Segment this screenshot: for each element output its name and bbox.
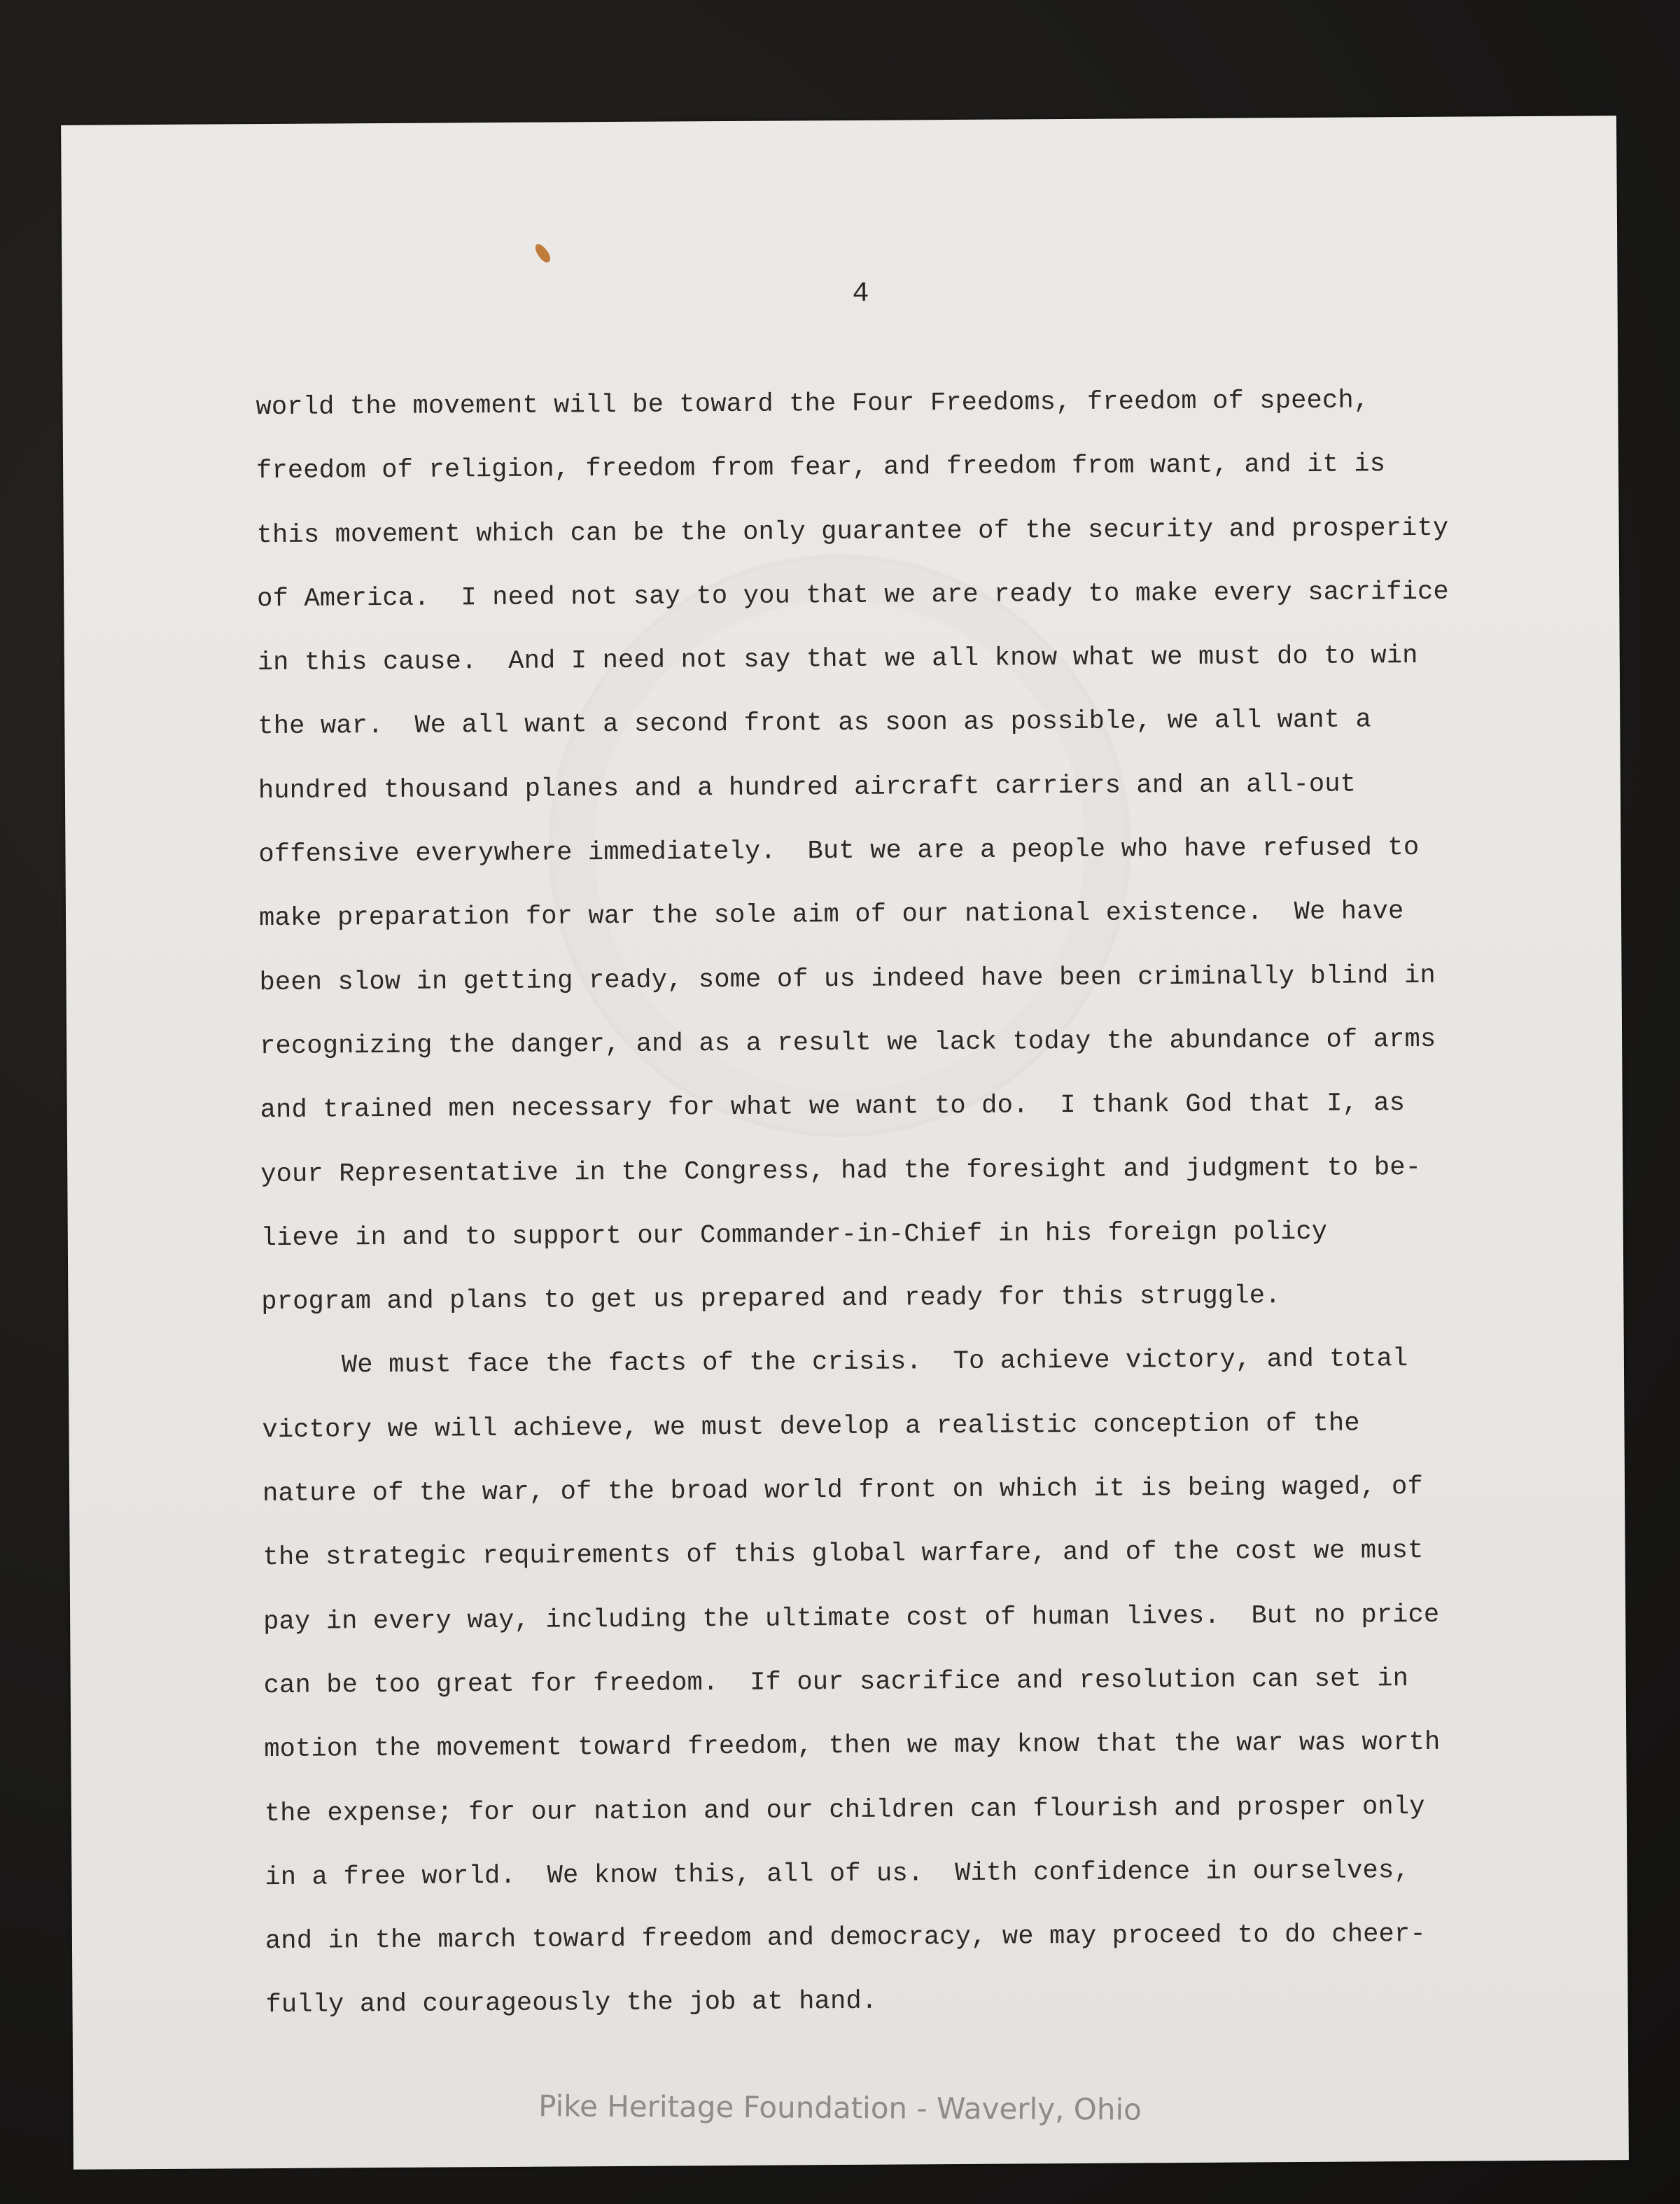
text-line: this movement which can be the only guarantee of the security and prosperity <box>256 513 1449 550</box>
text-line: pay in every way, including the ultimate cost of human lives. But no price <box>263 1600 1440 1637</box>
archive-watermark: Pike Heritage Foundation - Waverly, Ohio <box>538 2088 1142 2127</box>
text-line: fully and courageously the job at hand. <box>265 1987 878 2021</box>
text-line: freedom of religion, freedom from fear, and freedom from want, and it is <box>256 449 1386 487</box>
text-line: program and plans to get us prepared and ready for this struggle. <box>261 1281 1281 1318</box>
text-line: can be too great for freedom. If our sacrifice and resolution can set in <box>263 1664 1409 1701</box>
text-line: make preparation for war the sole aim of our national existence. We have <box>258 897 1404 934</box>
text-line: recognizing the danger, and as a result we lack today the abundance of arms <box>260 1024 1436 1062</box>
text-line: the expense; for our nation and our children can flourish and prosper only <box>264 1792 1425 1829</box>
text-line: and trained men necessary for what we want to do. I thank God that I, as <box>260 1089 1406 1126</box>
text-line: world the movement will be toward the Four Freedoms, freedom of speech, <box>255 386 1370 423</box>
text-line: in this cause. And I need not say that we all know what we must do to win <box>257 641 1418 678</box>
text-line: the strategic requirements of this global warfare, and of the cost we must <box>262 1536 1424 1573</box>
text-line: of America. I need not say to you that we are ready to make every sacrifice <box>257 577 1450 615</box>
text-line: We must face the facts of the crisis. To achieve victory, and total <box>341 1344 1408 1381</box>
text-line: been slow in getting ready, some of us indeed have been criminally blind in <box>259 961 1436 998</box>
text-line: lieve in and to support our Commander-in-Chief in his foreign policy <box>260 1217 1328 1253</box>
text-line: offensive everywhere immediately. But we are a people who have refused to <box>258 833 1420 870</box>
text-line: the war. We all want a second front as soon as possible, we all want a <box>258 705 1372 742</box>
text-line: your Representative in the Congress, had the foresight and judgment to be- <box>260 1152 1422 1190</box>
text-line: and in the march toward freedom and democracy, we may proceed to do cheer- <box>265 1920 1426 1957</box>
paragraph-2 <box>262 1327 1568 2038</box>
text-line: victory we will achieve, we must develop a realistic conception of the <box>262 1409 1360 1445</box>
page-number: 4 <box>852 278 869 310</box>
paragraph-1 <box>255 368 1563 1335</box>
paper-stain <box>533 242 553 265</box>
text-line: nature of the war, of the broad world front on which it is being waged, of <box>262 1472 1424 1509</box>
document-page <box>61 116 1629 2170</box>
text-line: hundred thousand planes and a hundred aircraft carriers and an all-out <box>258 769 1357 806</box>
text-line: in a free world. We know this, all of us. With confidence in ourselves, <box>265 1855 1410 1892</box>
text-line: motion the movement toward freedom, then we may know that the war was worth <box>264 1728 1441 1765</box>
typewritten-body <box>255 368 1567 2038</box>
